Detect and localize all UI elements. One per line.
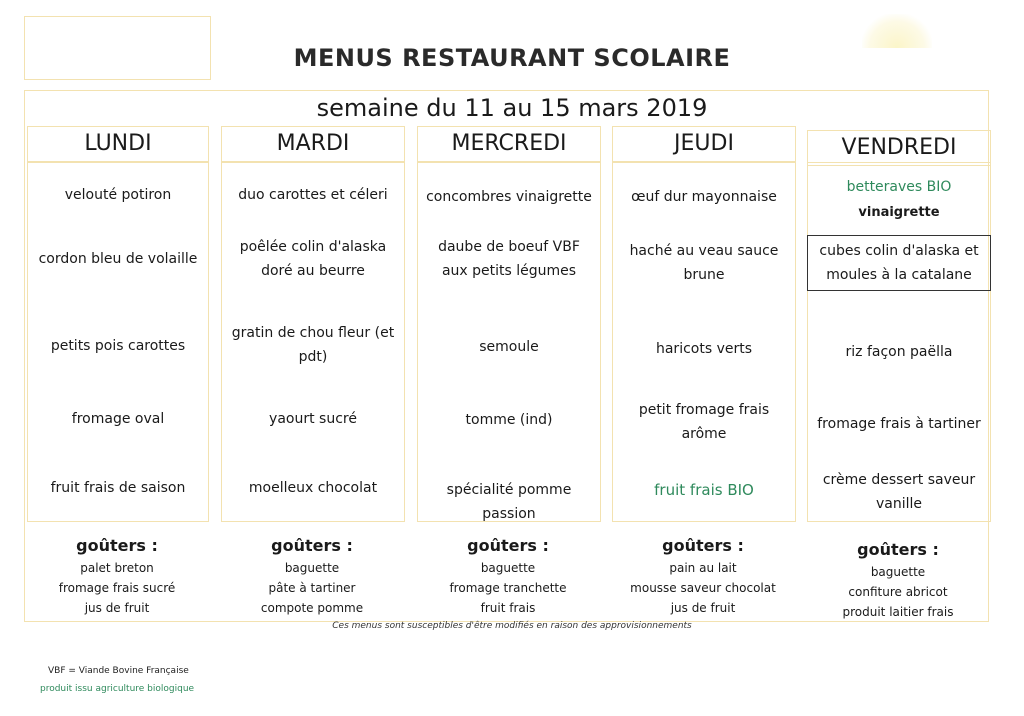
dish-main: daube de boeuf VBF aux petits légumes bbox=[438, 239, 580, 279]
dish-side: haricots verts bbox=[655, 341, 753, 357]
gouter-item: palet breton bbox=[80, 561, 154, 575]
legend-bio: produit issu agriculture biologique bbox=[40, 684, 195, 694]
gouter-item: fruit frais bbox=[480, 601, 536, 615]
legend-vbf: VBF = Viande Bovine Française bbox=[48, 666, 189, 676]
disclaimer-note: Ces menus sont susceptibles d'être modifiés en raison des approvisionnements bbox=[332, 621, 692, 631]
gouters-vendredi bbox=[807, 532, 989, 624]
dish-starter: velouté potiron bbox=[64, 187, 172, 203]
page-title: MENUS RESTAURANT SCOLAIRE bbox=[293, 44, 731, 72]
dish-starter: œuf dur mayonnaise bbox=[631, 189, 777, 205]
gouters-mardi bbox=[221, 528, 403, 620]
dish-cheese: tomme (ind) bbox=[465, 412, 553, 428]
gouter-item: baguette bbox=[284, 561, 340, 575]
day-header-mardi: MARDI bbox=[221, 126, 405, 162]
gouter-item: jus de fruit bbox=[670, 601, 736, 615]
gouter-item: pâte à tartiner bbox=[268, 581, 356, 595]
gouter-item: confiture abricot bbox=[848, 585, 948, 599]
gouters-label: goûters : bbox=[662, 536, 744, 555]
gouters-lundi bbox=[27, 528, 207, 620]
gouter-item: baguette bbox=[480, 561, 536, 575]
dish-main: cordon bleu de volaille bbox=[38, 251, 198, 267]
day-column-jeudi bbox=[612, 162, 796, 522]
gouter-item: pain au lait bbox=[669, 561, 737, 575]
day-column-lundi bbox=[27, 162, 209, 522]
sun-logo-icon bbox=[862, 14, 932, 48]
dish-starter-dressing: vinaigrette bbox=[858, 205, 940, 220]
dish-cheese: petit fromage frais arôme bbox=[638, 402, 770, 442]
dish-dessert: moelleux chocolat bbox=[248, 480, 378, 496]
dish-side: riz façon paëlla bbox=[845, 344, 953, 360]
dish-dessert: spécialité pomme passion bbox=[446, 482, 572, 522]
dish-main: poêlée colin d'alaska doré au beurre bbox=[239, 239, 387, 279]
gouter-item: produit laitier frais bbox=[842, 605, 954, 619]
gouter-item: fromage frais sucré bbox=[58, 581, 176, 595]
day-column-mercredi bbox=[417, 162, 601, 522]
dish-cheese: fromage frais à tartiner bbox=[817, 416, 981, 432]
gouter-item: mousse saveur chocolat bbox=[630, 581, 776, 595]
dish-dairy: yaourt sucré bbox=[269, 411, 357, 427]
dish-starter-bio: betteraves BIO bbox=[846, 179, 952, 195]
gouter-item: fromage tranchette bbox=[449, 581, 567, 595]
dish-starter: duo carottes et céleri bbox=[238, 187, 388, 203]
dish-side: petits pois carottes bbox=[50, 338, 186, 354]
dish-main: haché au veau sauce brune bbox=[629, 243, 779, 283]
gouters-label: goûters : bbox=[76, 536, 158, 555]
day-column-mardi bbox=[221, 162, 405, 522]
gouters-jeudi bbox=[612, 528, 794, 620]
dish-cheese: fromage oval bbox=[71, 411, 165, 427]
day-column-vendredi bbox=[807, 162, 991, 522]
day-header-mercredi: MERCREDI bbox=[417, 126, 601, 162]
dish-main-highlighted: cubes colin d'alaska et moules à la catalane bbox=[807, 235, 991, 291]
dish-starter: concombres vinaigrette bbox=[426, 189, 592, 205]
dish-dessert: fruit frais de saison bbox=[50, 480, 186, 496]
gouters-mercredi bbox=[417, 528, 599, 620]
gouters-label: goûters : bbox=[467, 536, 549, 555]
gouter-item: baguette bbox=[870, 565, 926, 579]
dish-side: gratin de chou fleur (et pdt) bbox=[231, 325, 395, 365]
gouters-label: goûters : bbox=[271, 536, 353, 555]
dish-dessert-bio: fruit frais BIO bbox=[654, 481, 754, 499]
day-header-lundi: LUNDI bbox=[27, 126, 209, 162]
gouter-item: compote pomme bbox=[260, 601, 364, 615]
gouter-item: jus de fruit bbox=[84, 601, 150, 615]
day-header-vendredi: VENDREDI bbox=[807, 130, 991, 166]
dish-side: semoule bbox=[479, 339, 539, 355]
dish-dessert: crème dessert saveur vanille bbox=[822, 472, 976, 512]
gouters-label: goûters : bbox=[857, 540, 939, 559]
day-header-jeudi: JEUDI bbox=[612, 126, 796, 162]
week-title: semaine du 11 au 15 mars 2019 bbox=[316, 94, 708, 122]
